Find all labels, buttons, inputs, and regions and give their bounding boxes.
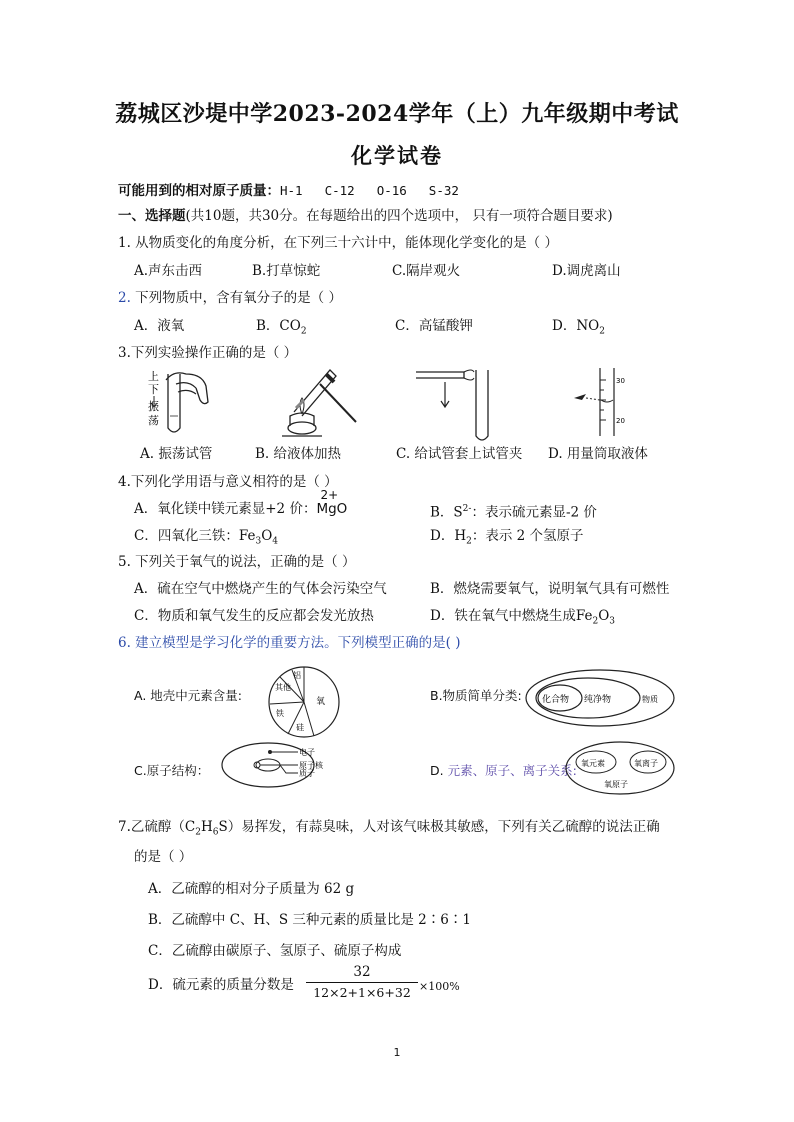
q3-figure-c — [412, 366, 492, 444]
q1-option-d: D.调虎离山 — [552, 263, 621, 279]
svg-text:荡: 荡 — [148, 414, 159, 427]
atomic-mass-label: 可能用到的相对原子质量： — [118, 183, 280, 199]
q2-stem: 下列物质中，含有氧分子的是（ ） — [130, 290, 342, 306]
atomic-mass-c: C-12 — [324, 183, 355, 198]
q3-figure-d — [570, 366, 630, 438]
q2-stem-line — [118, 289, 342, 307]
q6-classification-model — [524, 668, 676, 728]
q5-option-b: B．燃烧需要氧气，说明氧气具有可燃性 — [430, 581, 670, 597]
q4-option-a: A．氧化镁中镁元素显+2 价： 2+ MgO — [134, 488, 348, 517]
page-number: 1 — [393, 1046, 401, 1059]
svg-text:30: 30 — [616, 377, 625, 385]
q3-option-d: D. 用量筒取液体 — [548, 446, 648, 462]
q1-option-c: C.隔岸观火 — [392, 263, 461, 279]
q3-option-a: A. 振荡试管 — [140, 446, 213, 462]
q5-stem: 5. 下列关于氧气的说法，正确的是（ ） — [118, 554, 356, 570]
q7-option-d: D．硫元素的质量分数是 — [148, 977, 294, 993]
exam-subtitle: 化学试卷 — [351, 143, 443, 168]
q7-fraction-denominator: 12×2+1×6+32 — [313, 985, 411, 1000]
q7-percent: ×100% — [419, 980, 460, 993]
svg-text:下: 下 — [148, 383, 159, 396]
section-title: 一、选择题 — [118, 208, 186, 224]
svg-text:铁: 铁 — [276, 709, 284, 718]
svg-text:20: 20 — [616, 417, 625, 425]
q5-option-c: C．物质和氧气发生的反应都会发光放热 — [134, 608, 374, 624]
atomic-mass-line — [118, 182, 459, 200]
q6-option-c-label: C.原子结构： — [134, 763, 210, 778]
section-desc: (共10题，共30分。在每题给出的四个选项中， 只有一项符合题目要求) — [185, 208, 613, 224]
exam-title: 荔城区沙堤中学2023-2024学年（上）九年级期中考试 — [115, 101, 679, 127]
q7-fraction — [306, 964, 418, 1000]
q6-option-d-text: 元素、原子、离子关系: — [447, 763, 577, 778]
q3-figure-b — [272, 364, 362, 444]
svg-text:氧元素: 氧元素 — [581, 759, 605, 768]
q1-option-b: B.打草惊蛇 — [252, 263, 321, 279]
q5-option-a: A．硫在空气中燃烧产生的气体会污染空气 — [134, 581, 387, 597]
svg-text:化合物: 化合物 — [542, 695, 570, 705]
q7-option-c: C．乙硫醇由碳原子、氢原子、硫原子构成 — [148, 943, 402, 959]
q3-option-c: C. 给试管套上试管夹 — [396, 446, 523, 462]
svg-text:电子: 电子 — [299, 748, 315, 757]
q2-number: 2. — [118, 290, 131, 306]
svg-text:氧离子: 氧离子 — [634, 759, 658, 768]
q7-option-a: A．乙硫醇的相对分子质量为 62 g — [148, 881, 355, 897]
svg-text:氧: 氧 — [316, 697, 326, 707]
section-heading — [118, 207, 613, 225]
svg-text:物质: 物质 — [642, 695, 658, 704]
q7-stem-line2: 的是（ ） — [134, 849, 193, 865]
q4-option-b: B．$S^{2-}$：表示硫元素显-2 价 — [430, 504, 597, 521]
q3-option-b: B. 给液体加热 — [255, 446, 342, 462]
atomic-mass-s: S-32 — [428, 183, 459, 198]
q2-option-b: B．$CO_2$ — [256, 318, 307, 337]
q7-option-b: B．乙硫醇中 C、H、S 三种元素的质量比是 2∶6∶1 — [148, 912, 471, 928]
q5-option-d: D．铁在氧气中燃烧生成$Fe_2O_3$ — [430, 608, 615, 627]
svg-text:铝: 铝 — [293, 671, 301, 680]
svg-text:纯净物: 纯净物 — [584, 695, 612, 705]
q6-option-d-label: D. 元素、原子、离子关系: — [430, 763, 577, 778]
q6-option-a-label: A. 地壳中元素含量: — [134, 688, 242, 703]
q6-stem: 6. 建立模型是学习化学的重要方法。下列模型正确的是( ) — [118, 635, 461, 651]
q4-stem: 4.下列化学用语与意义相符的是（ ） — [118, 474, 338, 490]
svg-text:振: 振 — [148, 400, 159, 413]
svg-text:硅: 硅 — [296, 723, 304, 732]
svg-text:质子: 质子 — [299, 769, 315, 778]
q2-option-a: A．液氧 — [134, 318, 185, 334]
svg-text:其他: 其他 — [275, 683, 291, 692]
atomic-mass-h: H-1 — [280, 183, 303, 198]
q7-stem-line1: 7.乙硫醇$(C_2H_6S)$易挥发，有蒜臭味，人对该气味极其敏感，下列有关乙硫醇的说法正确 — [118, 819, 660, 838]
q2-option-c: C．高锰酸钾 — [395, 318, 473, 334]
svg-text:氧原子: 氧原子 — [604, 780, 628, 789]
q4-option-d: D．$H_2$：表示 2 个氢原子 — [430, 528, 584, 547]
q6-ion-model — [564, 740, 676, 796]
svg-text:原子核: 原子核 — [299, 761, 323, 770]
q3-figure-a — [146, 366, 214, 438]
q6-pie-model — [266, 664, 342, 740]
q4-option-c: C．四氧化三铁：$Fe_3O_4$ — [134, 528, 278, 547]
q7-fraction-numerator: 32 — [306, 964, 418, 983]
q1-stem: 1. 从物质变化的角度分析，在下列三十六计中，能体现化学变化的是（ ） — [118, 235, 558, 251]
q1-option-a: A.声东击西 — [134, 263, 203, 279]
q4-charge: 2+ — [320, 488, 339, 502]
atomic-mass-o: O-16 — [376, 183, 407, 198]
q2-option-d: D．$NO_2$ — [552, 318, 605, 337]
q3-stem: 3.下列实验操作正确的是（ ） — [118, 345, 298, 361]
q6-option-b-label: B.物质简单分类: — [430, 688, 522, 703]
svg-text:上: 上 — [148, 370, 159, 383]
q6-atom-model — [220, 740, 330, 790]
